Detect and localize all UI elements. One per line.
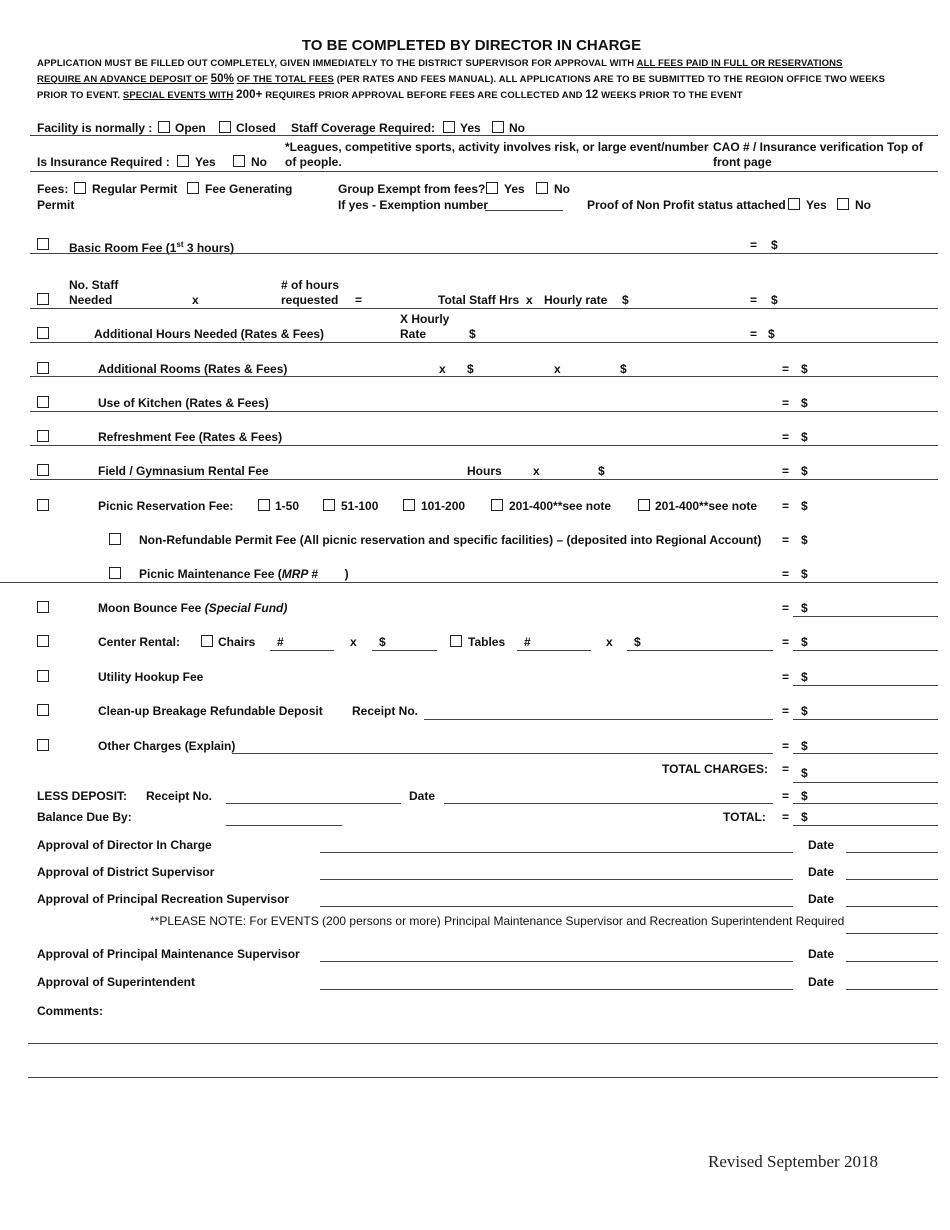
dollar-sign: $ xyxy=(634,635,641,649)
utility-label: Utility Hookup Fee xyxy=(98,670,204,684)
dollar-sign: $ xyxy=(801,464,808,478)
dollar-sign: $ xyxy=(379,635,386,649)
proof-no-label: No xyxy=(855,198,871,212)
dollar-sign: $ xyxy=(622,293,629,307)
dollar-sign: $ xyxy=(771,293,778,307)
center-rental-checkbox[interactable] xyxy=(37,635,49,647)
equals-sign: = xyxy=(750,327,758,341)
picnic-201-400-b-checkbox[interactable] xyxy=(638,499,650,511)
picnic-1-50-label: 1-50 xyxy=(275,499,300,513)
facility-label: Facility is normally : xyxy=(37,121,153,135)
tables-count-hash: # xyxy=(524,635,531,649)
picnic-201-400-checkbox[interactable] xyxy=(491,499,503,511)
picnic-101-200-label: 101-200 xyxy=(421,499,466,513)
dollar-sign: $ xyxy=(801,810,808,824)
picnic-checkbox[interactable] xyxy=(37,499,49,511)
regular-permit-checkbox[interactable] xyxy=(74,182,86,194)
staff-no-label: No xyxy=(509,121,525,135)
date-field[interactable] xyxy=(846,989,938,990)
tables-count-field[interactable] xyxy=(517,650,591,651)
multiply-sign: x xyxy=(192,293,199,307)
nonrefundable-label: Non-Refundable Permit Fee (All picnic reservation and specific facilities) – (deposited into Regional Account) xyxy=(139,533,762,547)
total-label: TOTAL: xyxy=(723,810,766,824)
insurance-note-line-2: of people. xyxy=(285,155,342,169)
tables-label: Tables xyxy=(468,635,506,649)
comments-label: Comments: xyxy=(37,1004,104,1018)
proof-yes-checkbox[interactable] xyxy=(788,198,800,210)
chairs-count-field[interactable] xyxy=(270,650,334,651)
approval-superintendent-label: Approval of Superintendent xyxy=(37,975,196,989)
insurance-no-checkbox[interactable] xyxy=(233,155,245,167)
total-charges-field[interactable] xyxy=(793,782,938,783)
principal-maint-signature-field[interactable] xyxy=(320,961,793,962)
total-staff-hrs-label: Total Staff Hrs xyxy=(438,293,520,307)
exempt-yes-checkbox[interactable] xyxy=(486,182,498,194)
rate-label: Rate xyxy=(400,327,427,341)
dollar-sign: $ xyxy=(801,601,808,615)
chairs-count-hash: # xyxy=(277,635,284,649)
basic-room-fee-label: Basic Room Fee (1st 3 hours) xyxy=(69,240,235,255)
multiply-sign: x xyxy=(526,293,533,307)
divider xyxy=(30,376,938,377)
amount-field[interactable] xyxy=(793,650,938,651)
divider xyxy=(30,411,938,412)
note-date-field[interactable] xyxy=(846,933,938,934)
balance-due-label: Balance Due By: xyxy=(37,810,132,824)
hours-label: Hours xyxy=(467,464,502,478)
date-field[interactable] xyxy=(846,961,938,962)
equals-sign: = xyxy=(782,635,790,649)
hours-label-line-1: # of hours xyxy=(281,278,340,292)
superintendent-signature-field[interactable] xyxy=(320,989,793,990)
cleanup-receipt-label: Receipt No. xyxy=(352,704,419,718)
chairs-checkbox[interactable] xyxy=(201,635,213,647)
divider xyxy=(30,171,938,172)
equals-sign: = xyxy=(782,670,790,684)
deposit-amount-field[interactable] xyxy=(793,803,938,804)
center-rental-label: Center Rental: xyxy=(98,635,181,649)
approval-principal-maint-label: Approval of Principal Maintenance Supervisor xyxy=(37,947,300,961)
dollar-sign: $ xyxy=(467,362,474,376)
basic-room-fee-checkbox[interactable] xyxy=(37,238,49,250)
dollar-sign: $ xyxy=(801,789,808,803)
utility-checkbox[interactable] xyxy=(37,670,49,682)
dollar-sign: $ xyxy=(801,704,808,718)
exempt-yes-label: Yes xyxy=(504,182,525,196)
date-label: Date xyxy=(808,865,835,879)
cleanup-label: Clean-up Breakage Refundable Deposit xyxy=(98,704,323,718)
divider xyxy=(0,582,938,583)
date-field[interactable] xyxy=(846,852,938,853)
divider xyxy=(30,253,938,254)
picnic-101-200-checkbox[interactable] xyxy=(403,499,415,511)
district-signature-field[interactable] xyxy=(320,879,793,880)
picnic-201-400-label: 201-400**see note xyxy=(509,499,612,513)
form-title: TO BE COMPLETED BY DIRECTOR IN CHARGE xyxy=(301,37,642,54)
facility-closed-label: Closed xyxy=(236,121,277,135)
divider xyxy=(30,135,938,136)
staff-coverage-label: Staff Coverage Required: xyxy=(291,121,436,135)
picnic-maintenance-label: Picnic Maintenance Fee (MRP # ) xyxy=(139,567,349,581)
dollar-sign: $ xyxy=(771,238,778,252)
divider xyxy=(30,342,938,343)
principal-rec-signature-field[interactable] xyxy=(320,906,793,907)
date-label: Date xyxy=(808,947,835,961)
equals-sign: = xyxy=(782,739,790,753)
exempt-no-label: No xyxy=(554,182,570,196)
dollar-sign: $ xyxy=(620,362,627,376)
refreshment-checkbox[interactable] xyxy=(37,430,49,442)
proof-no-checkbox[interactable] xyxy=(837,198,849,210)
divider xyxy=(30,479,938,480)
amount-field[interactable] xyxy=(793,719,938,720)
date-field[interactable] xyxy=(846,906,938,907)
approval-principal-rec-label: Approval of Principal Recreation Supervisor xyxy=(37,892,290,906)
equals-sign: = xyxy=(782,396,790,410)
deposit-receipt-field[interactable] xyxy=(226,803,401,804)
deposit-date-field[interactable] xyxy=(444,803,773,804)
facility-closed-checkbox[interactable] xyxy=(219,121,231,133)
amount-field[interactable] xyxy=(793,685,938,686)
insurance-no-label: No xyxy=(251,155,267,169)
picnic-51-100-checkbox[interactable] xyxy=(323,499,335,511)
additional-hours-label: Additional Hours Needed (Rates & Fees) xyxy=(94,327,325,341)
picnic-label: Picnic Reservation Fee: xyxy=(98,499,234,513)
dollar-sign: $ xyxy=(801,362,808,376)
facility-open-label: Open xyxy=(175,121,206,135)
date-label: Date xyxy=(808,892,835,906)
deposit-date-label: Date xyxy=(409,789,436,803)
dollar-sign: $ xyxy=(598,464,605,478)
exemption-number-label: If yes - Exemption number xyxy=(338,198,489,212)
chairs-label: Chairs xyxy=(218,635,256,649)
equals-sign: = xyxy=(782,464,790,478)
equals-sign: = xyxy=(782,789,790,803)
exempt-no-checkbox[interactable] xyxy=(536,182,548,194)
nonprofit-proof-label: Proof of Non Profit status attached xyxy=(587,198,786,212)
equals-sign: = xyxy=(750,293,758,307)
date-field[interactable] xyxy=(846,879,938,880)
dollar-sign: $ xyxy=(801,533,808,547)
additional-rooms-checkbox[interactable] xyxy=(37,362,49,374)
staff-yes-checkbox[interactable] xyxy=(443,121,455,133)
equals-sign: = xyxy=(782,601,790,615)
nonrefundable-checkbox[interactable] xyxy=(109,533,121,545)
less-deposit-label: LESS DEPOSIT: xyxy=(37,789,128,803)
date-label: Date xyxy=(808,838,835,852)
group-exempt-label: Group Exempt from fees? xyxy=(338,182,486,196)
staff-fee-checkbox[interactable] xyxy=(37,293,49,305)
other-charges-label: Other Charges (Explain) xyxy=(98,739,236,753)
insurance-note-line-1: *Leagues, competitive sports, activity involves risk, or large event/number xyxy=(285,140,709,154)
refreshment-label: Refreshment Fee (Rates & Fees) xyxy=(98,430,283,444)
staff-needed-label: Needed xyxy=(69,293,113,307)
divider xyxy=(30,308,938,309)
equals-sign: = xyxy=(782,704,790,718)
equals-sign: = xyxy=(782,810,790,824)
date-label: Date xyxy=(808,975,835,989)
equals-sign: = xyxy=(355,293,363,307)
picnic-51-100-label: 51-100 xyxy=(341,499,379,513)
picnic-201-400-b-label: 201-400**see note xyxy=(655,499,758,513)
dollar-sign: $ xyxy=(768,327,775,341)
permit-label: Permit xyxy=(37,198,75,212)
equals-sign: = xyxy=(750,238,758,252)
fee-generating-label: Fee Generating xyxy=(205,182,293,196)
other-charges-checkbox[interactable] xyxy=(37,739,49,751)
dollar-sign: $ xyxy=(801,635,808,649)
dollar-sign: $ xyxy=(801,766,808,780)
dollar-sign: $ xyxy=(801,430,808,444)
insurance-yes-checkbox[interactable] xyxy=(177,155,189,167)
total-amount-field[interactable] xyxy=(793,825,938,826)
staff-yes-label: Yes xyxy=(460,121,481,135)
field-gym-checkbox[interactable] xyxy=(37,464,49,476)
intro-line-3: PRIOR TO EVENT. SPECIAL EVENTS WITH 200+ REQUIRES PRIOR APPROVAL BEFORE FEES ARE COLLECTED AND 12 WEEKS PRIOR TO THE EVENT xyxy=(37,89,743,101)
deposit-receipt-label: Receipt No. xyxy=(146,789,213,803)
comments-line-1[interactable] xyxy=(28,1043,938,1044)
hourly-rate-label: Hourly rate xyxy=(544,293,608,307)
revision-date: Revised September 2018 xyxy=(708,1152,878,1171)
tables-checkbox[interactable] xyxy=(450,635,462,647)
equals-sign: = xyxy=(782,567,790,581)
equals-sign: = xyxy=(782,762,790,776)
equals-sign: = xyxy=(782,362,790,376)
staff-no-checkbox[interactable] xyxy=(492,121,504,133)
dollar-sign: $ xyxy=(801,396,808,410)
regular-permit-label: Regular Permit xyxy=(92,182,178,196)
approval-director-label: Approval of Director In Charge xyxy=(37,838,212,852)
director-signature-field[interactable] xyxy=(320,852,793,853)
intro-line-2: REQUIRE AN ADVANCE DEPOSIT OF 50% OF THE TOTAL FEES (PER RATES AND FEES MANUAL). ALL APPLICATIONS ARE TO BE SUBMITTED TO THE REGION OFFICE TWO WEEKS xyxy=(37,73,886,85)
hours-label-line-2: requested xyxy=(281,293,339,307)
dollar-sign: $ xyxy=(469,327,476,341)
dollar-sign: $ xyxy=(801,670,808,684)
cao-label-line-1: CAO # / Insurance verification Top of xyxy=(713,140,923,154)
x-hourly-label: X Hourly xyxy=(400,312,450,326)
equals-sign: = xyxy=(782,430,790,444)
equals-sign: = xyxy=(782,533,790,547)
multiply-sign: x xyxy=(439,362,446,376)
multiply-sign: x xyxy=(533,464,540,478)
kitchen-checkbox[interactable] xyxy=(37,396,49,408)
additional-hours-checkbox[interactable] xyxy=(37,327,49,339)
tables-rate-field[interactable] xyxy=(627,650,773,651)
chairs-rate-field[interactable] xyxy=(372,650,437,651)
dollar-sign: $ xyxy=(801,499,808,513)
equals-sign: = xyxy=(782,499,790,513)
fee-generating-checkbox[interactable] xyxy=(187,182,199,194)
picnic-1-50-checkbox[interactable] xyxy=(258,499,270,511)
intro-line-1: APPLICATION MUST BE FILLED OUT COMPLETELY, GIVEN IMMEDIATELY TO THE DISTRICT SUPERVISOR FOR APPROVAL WITH ALL FEES PAID IN FULL OR RESERVATIONS xyxy=(37,58,843,69)
cao-label-line-2: front page xyxy=(713,155,772,169)
divider xyxy=(30,445,938,446)
multiply-sign: x xyxy=(554,362,561,376)
additional-rooms-label: Additional Rooms (Rates & Fees) xyxy=(98,362,288,376)
insurance-label: Is Insurance Required : xyxy=(37,155,170,169)
facility-open-checkbox[interactable] xyxy=(158,121,170,133)
exemption-number-field[interactable] xyxy=(485,210,563,211)
cleanup-checkbox[interactable] xyxy=(37,704,49,716)
kitchen-label: Use of Kitchen (Rates & Fees) xyxy=(98,396,269,410)
fees-label: Fees: xyxy=(37,182,69,196)
multiply-sign: x xyxy=(350,635,357,649)
amount-field[interactable] xyxy=(793,753,938,754)
amount-field[interactable] xyxy=(793,616,938,617)
approval-note: **PLEASE NOTE: For EVENTS (200 persons or more) Principal Maintenance Supervisor and Recreation Superintendent Required xyxy=(150,914,845,928)
field-gym-label: Field / Gymnasium Rental Fee xyxy=(98,464,269,478)
no-staff-label: No. Staff xyxy=(69,278,119,292)
cleanup-receipt-field[interactable] xyxy=(424,719,773,720)
insurance-yes-label: Yes xyxy=(195,155,216,169)
comments-line-2[interactable] xyxy=(28,1077,938,1078)
approval-district-label: Approval of District Supervisor xyxy=(37,865,215,879)
multiply-sign: x xyxy=(606,635,613,649)
moon-bounce-label: Moon Bounce Fee (Special Fund) xyxy=(98,601,288,615)
dollar-sign: $ xyxy=(801,739,808,753)
picnic-maintenance-checkbox[interactable] xyxy=(109,567,121,579)
dollar-sign: $ xyxy=(801,567,808,581)
proof-yes-label: Yes xyxy=(806,198,827,212)
balance-due-field[interactable] xyxy=(226,825,342,826)
moon-bounce-checkbox[interactable] xyxy=(37,601,49,613)
other-charges-field[interactable] xyxy=(232,753,773,754)
total-charges-label: TOTAL CHARGES: xyxy=(662,762,769,776)
